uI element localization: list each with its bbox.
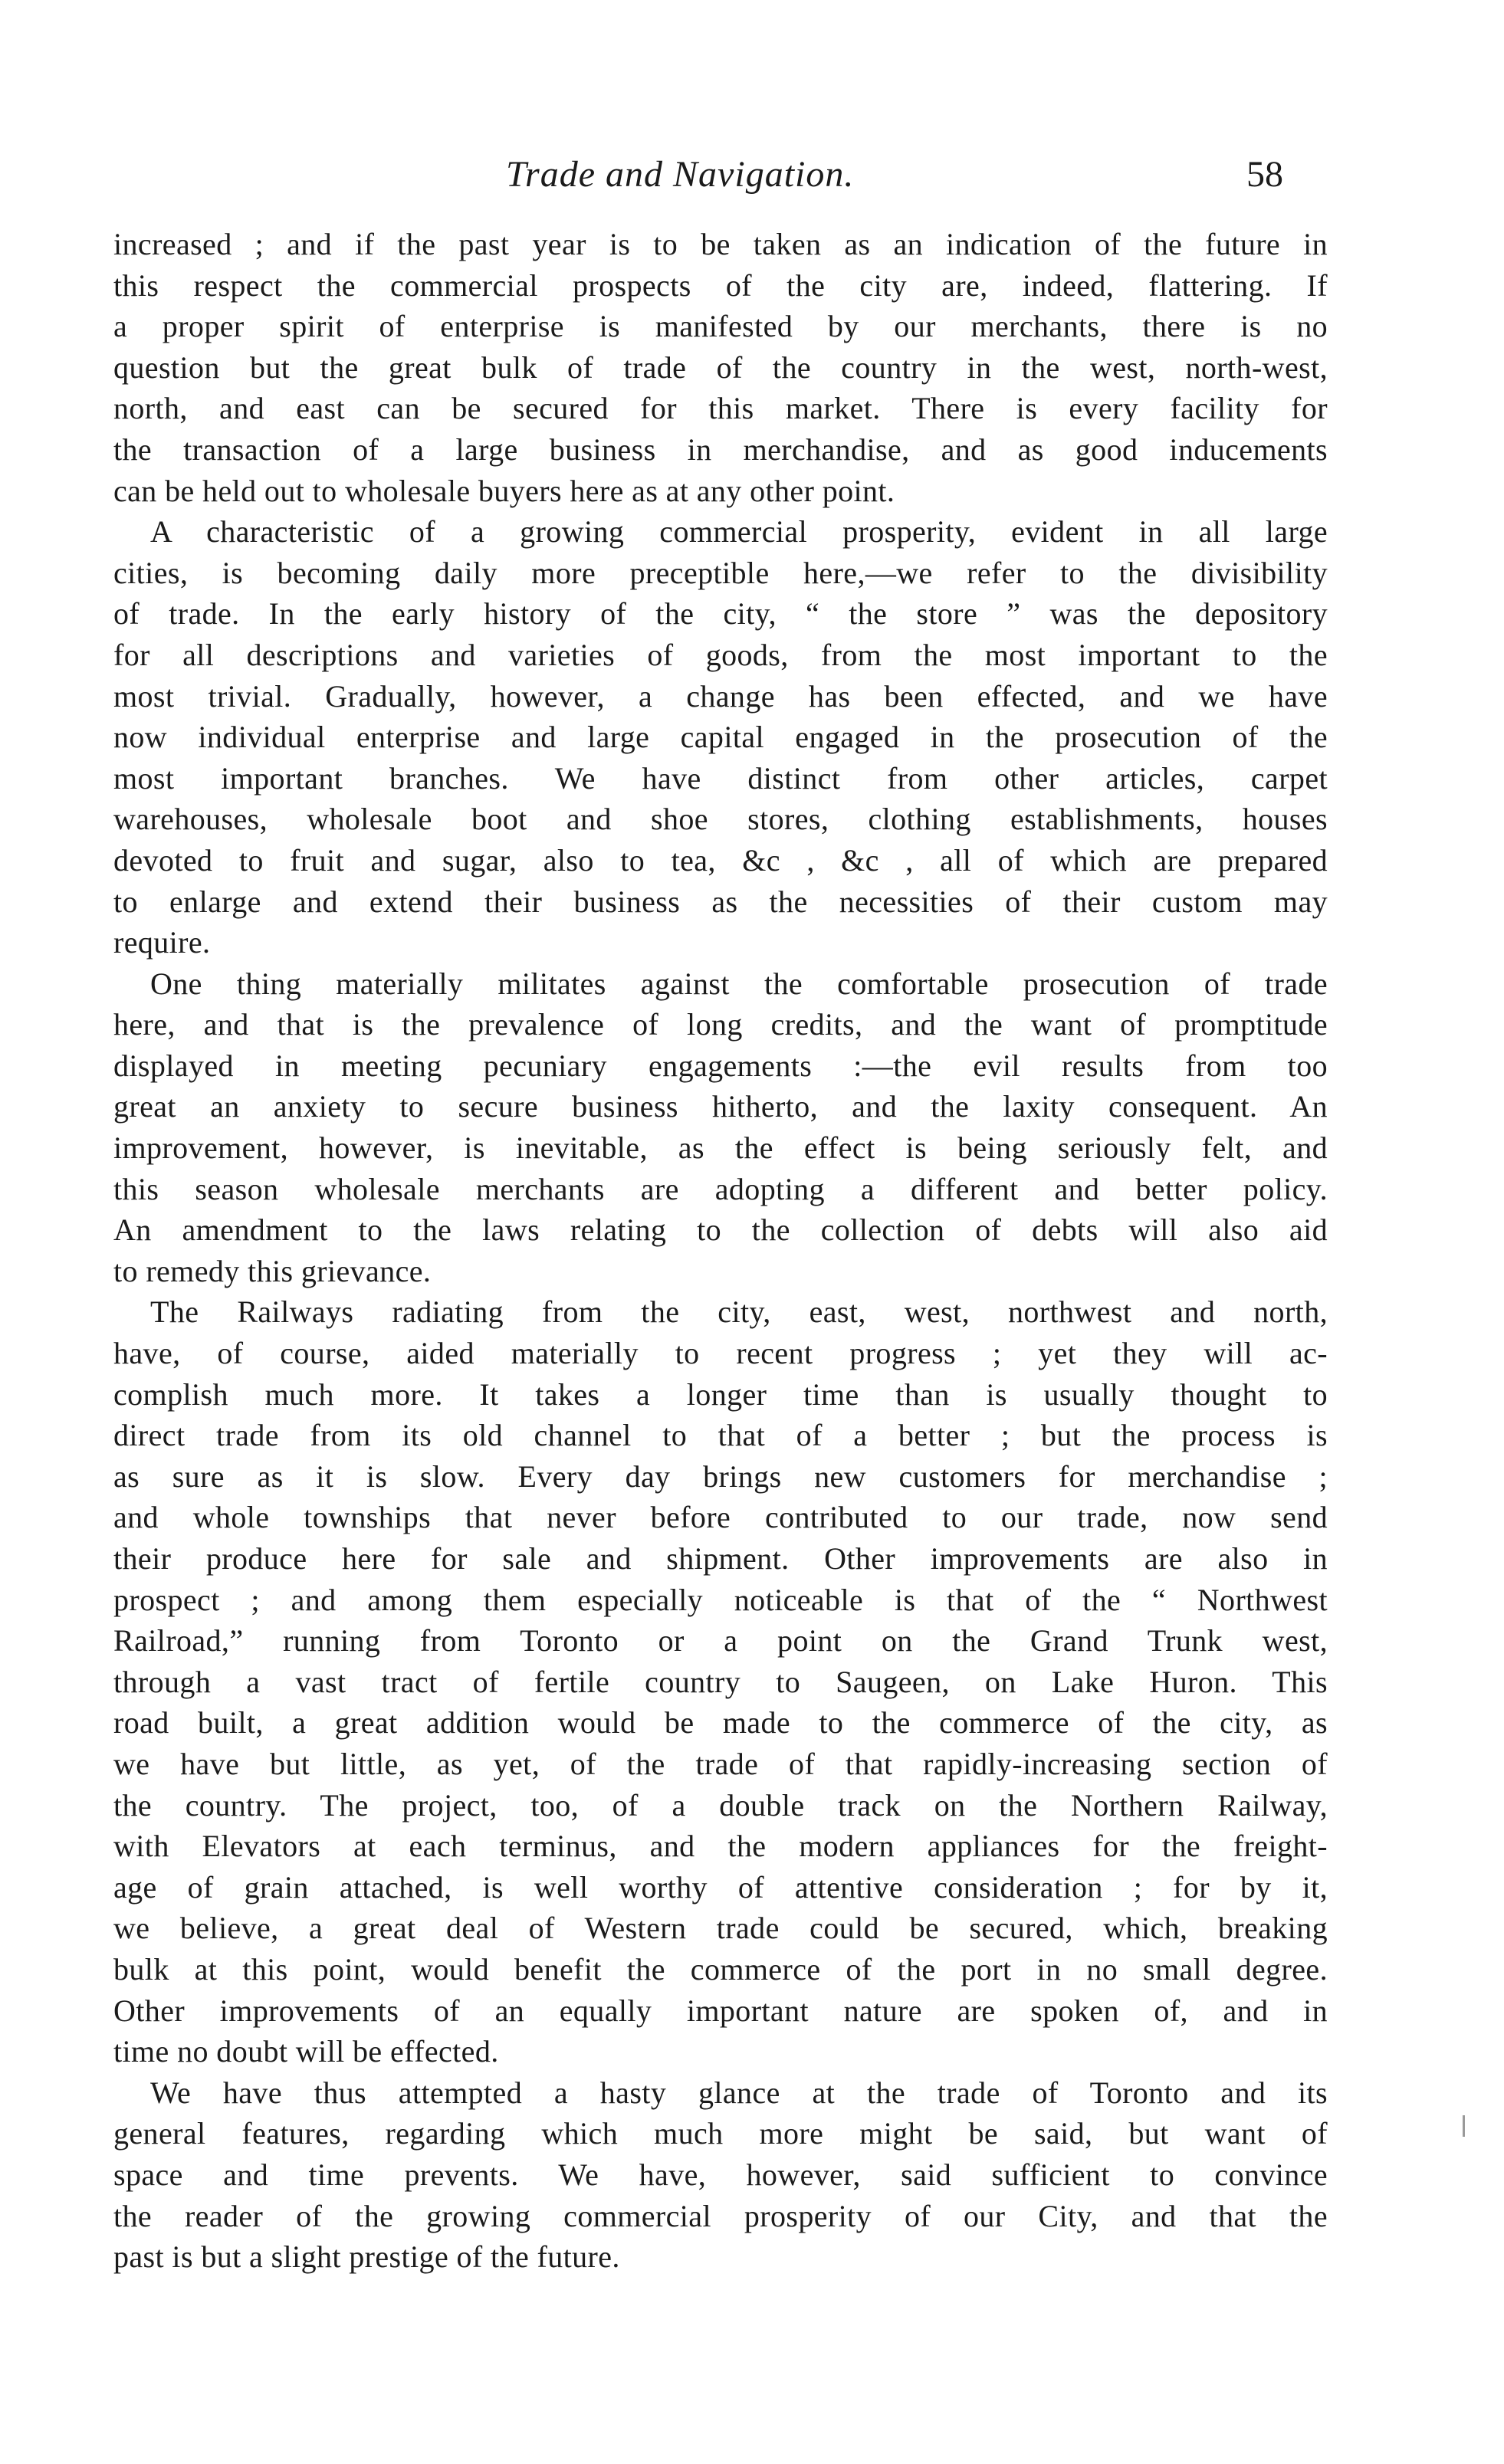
text-line: and whole townships that never before contributed to our trade, now send: [113, 1500, 1328, 1535]
text-line: devoted to fruit and sugar, also to tea, &c , &c , all of which are prepared: [113, 842, 1328, 878]
text-line: most trivial. Gradually, however, a change has been effected, and we have: [113, 678, 1328, 714]
text-line: A characteristic of a growing commercial prosperity, evident in all large: [150, 514, 1328, 550]
text-line: now individual enterprise and large capital engaged in the prosecution of the: [113, 720, 1328, 755]
text-line: displayed in meeting pecuniary engagements :—the evil results from too: [113, 1048, 1328, 1083]
text-line: we have but little, as yet, of the trade of that rapidly-increasing section of: [113, 1746, 1328, 1781]
text-line: warehouses, wholesale boot and shoe stores, clothing establishments, houses: [113, 802, 1328, 837]
text-line: We have thus attempted a hasty glance at the trade of Toronto and its: [150, 2075, 1328, 2110]
text-line: improvement, however, is inevitable, as the effect is being seriously felt, and: [113, 1130, 1328, 1166]
text-line: increased ; and if the past year is to be taken as an indication of the future in: [113, 227, 1328, 261]
text-line: we believe, a great deal of Western trade could be secured, which, breaking: [113, 1911, 1328, 1946]
text-line: age of grain attached, is well worthy of attentive consideration ; for by it,: [113, 1869, 1328, 1905]
text-line: this respect the commercial prospects of the city are, indeed, flattering. If: [113, 267, 1328, 303]
text-line: time no doubt will be effected.: [113, 2034, 499, 2069]
text-line: The Railways radiating from the city, east, west, northwest and north,: [150, 1294, 1328, 1330]
text-line: a proper spirit of enterprise is manifested by our merchants, there is no: [113, 309, 1328, 344]
text-line: through a vast tract of fertile country to Saugeen, on Lake Huron. This: [113, 1664, 1328, 1699]
text-line: question but the great bulk of trade of the country in the west, north-west,: [113, 349, 1328, 385]
text-line: of trade. In the early history of the city, “ the store ” was the depository: [113, 596, 1328, 632]
text-line: Other improvements of an equally important nature are spoken of, and in: [113, 1993, 1328, 2028]
text-line: One thing materially militates against the comfortable prosecution of trade: [150, 966, 1328, 1001]
text-line: general features, regarding which much more might be said, but want of: [113, 2116, 1328, 2151]
text-line: to remedy this grievance.: [113, 1253, 432, 1288]
text-line: can be held out to wholesale buyers here as at any other point.: [113, 473, 895, 508]
text-line: their produce here for sale and shipment. Other improvements are also in: [113, 1541, 1328, 1576]
text-line: with Elevators at each terminus, and the modern appliances for the freight-: [113, 1829, 1328, 1864]
text-line: north, and east can be secured for this market. There is every facility for: [113, 391, 1328, 426]
text-line: have, of course, aided materially to recent progress ; yet they will ac-: [113, 1336, 1328, 1371]
text-line: great an anxiety to secure business hitherto, and the laxity consequent. An: [113, 1089, 1328, 1124]
text-line: An amendment to the laws relating to the collection of debts will also aid: [113, 1212, 1328, 1248]
text-line: space and time prevents. We have, however, said sufficient to convince: [113, 2157, 1328, 2192]
text-line: complish much more. It takes a longer time than is usually thought to: [113, 1376, 1328, 1412]
running-header: [0, 153, 1504, 199]
text-line: as sure as it is slow. Every day brings new customers for merchandise ;: [113, 1458, 1328, 1494]
running-title: Trade and Navigation.: [506, 154, 855, 195]
text-line: the transaction of a large business in merchandise, and as good inducements: [113, 431, 1328, 467]
text-line: road built, a great addition would be made to the commerce of the city, as: [113, 1705, 1328, 1741]
text-line: prospect ; and among them especially noticeable is that of the “ Northwest: [113, 1582, 1328, 1617]
text-line: cities, is becoming daily more preceptible here,—we refer to the divisibility: [113, 555, 1328, 590]
text-line: past is but a slight prestige of the future.: [113, 2239, 620, 2275]
text-line: this season wholesale merchants are adopting a different and better policy.: [113, 1171, 1328, 1206]
text-line: bulk at this point, would benefit the commerce of the port in no small degree.: [113, 1951, 1328, 1987]
text-line: for all descriptions and varieties of goods, from the most important to the: [113, 637, 1328, 672]
text-line: most important branches. We have distinct from other articles, carpet: [113, 760, 1328, 796]
text-line: to enlarge and extend their business as the necessities of their custom may: [113, 884, 1328, 919]
text-line: the reader of the growing commercial prosperity of our City, and that the: [113, 2198, 1328, 2233]
body-text: [113, 224, 1328, 2278]
text-line: direct trade from its old channel to that of a better ; but the process is: [113, 1418, 1328, 1453]
text-line: here, and that is the prevalence of long credits, and the want of promptitude: [113, 1007, 1328, 1042]
text-line: Railroad,” running from Toronto or a point on the Grand Trunk west,: [113, 1623, 1328, 1659]
margin-mark: [1463, 2115, 1465, 2137]
page-number: 58: [1246, 154, 1283, 195]
text-line: require.: [113, 925, 211, 960]
text-line: the country. The project, too, of a double track on the Northern Railway,: [113, 1787, 1328, 1823]
